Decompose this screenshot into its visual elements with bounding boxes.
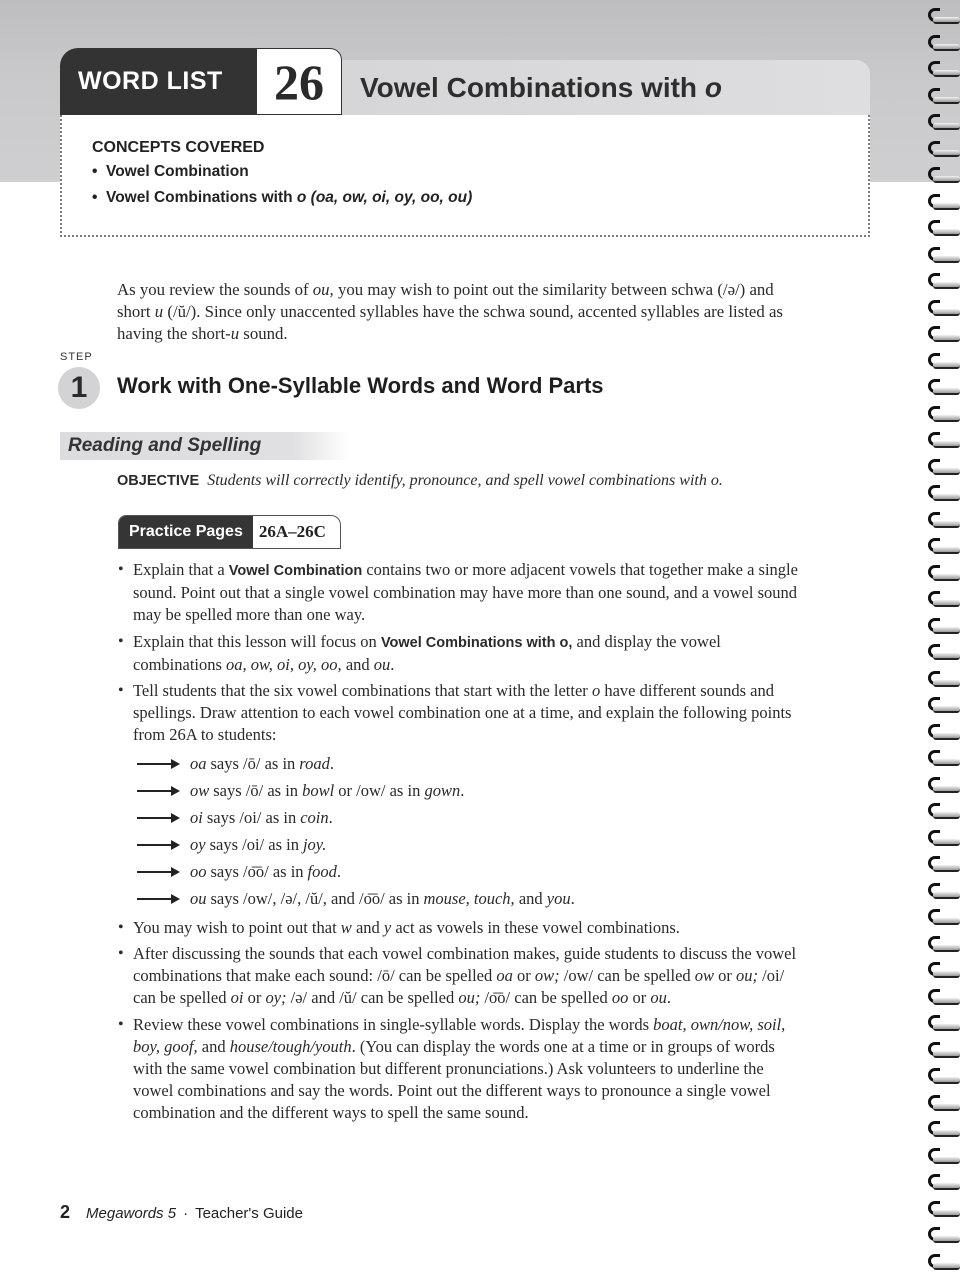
range-dash: – xyxy=(288,522,297,541)
coil-wire xyxy=(933,1183,960,1190)
rule-text: or /ow/ as in xyxy=(334,781,425,800)
coil-wire xyxy=(933,150,960,157)
rule-text: says /oi/ as in xyxy=(206,808,297,827)
sound-rule xyxy=(137,858,807,885)
combo: ou xyxy=(190,889,207,908)
italic-term: oa, ow, oi, oy, oo, xyxy=(226,654,342,674)
spiral-coil xyxy=(926,883,960,901)
spiral-coil xyxy=(926,1148,960,1166)
text: or xyxy=(628,988,651,1007)
spiral-coil xyxy=(926,406,960,424)
spiral-coil xyxy=(926,326,960,344)
coil-wire xyxy=(933,839,960,846)
rule-text: . xyxy=(336,862,342,881)
spiral-coil xyxy=(926,591,960,609)
coil-wire xyxy=(933,1157,960,1164)
page-number: 2 xyxy=(60,1202,71,1222)
text: Explain that a xyxy=(133,560,229,579)
instruction-item xyxy=(117,943,807,1009)
intro-text: you may wish to point out the similarity between schwa (/ə/) and short xyxy=(117,280,774,321)
objective-text: Students will correctly identify, pronounce, and spell vowel combinations with o. xyxy=(207,472,723,489)
concept-text: Vowel Combinations with xyxy=(106,189,297,206)
spiral-coil xyxy=(926,61,960,79)
coil-wire xyxy=(933,680,960,687)
practice-pages-label: Practice Pages xyxy=(119,516,253,548)
arrow-right-icon xyxy=(137,759,181,769)
coil-wire xyxy=(933,335,960,342)
sound-rule xyxy=(137,831,807,858)
concepts-list xyxy=(92,163,868,207)
arrow-right-icon xyxy=(137,813,181,823)
coil-wire xyxy=(933,892,960,899)
concept-italic: o (oa, ow, oi, oy, oo, ou) xyxy=(296,189,473,206)
lesson-title-letter: o xyxy=(704,71,722,103)
spiral-coil xyxy=(926,671,960,689)
coil-wire xyxy=(933,998,960,1005)
coil-wire xyxy=(933,865,960,872)
spiral-coil xyxy=(926,777,960,795)
italic-term: ow xyxy=(694,966,715,985)
spiral-coil xyxy=(926,194,960,212)
instruction-item xyxy=(117,559,807,626)
section-header-bar xyxy=(60,432,350,460)
lesson-title-main: Vowel Combinations with xyxy=(360,71,705,103)
example-word: coin xyxy=(300,808,329,827)
bold-term: Vowel Combination xyxy=(228,563,363,579)
coil-wire xyxy=(933,70,960,77)
example-word: food xyxy=(307,862,337,881)
intro-italic: u xyxy=(230,324,240,343)
coil-wire xyxy=(933,1130,960,1137)
spiral-coil xyxy=(926,8,960,26)
coil-wire xyxy=(933,309,960,316)
text: Explain that this lesson will focus on xyxy=(133,631,381,651)
coil-wire xyxy=(933,918,960,925)
instruction-item xyxy=(117,631,807,676)
text: . xyxy=(666,988,671,1007)
spiral-coil xyxy=(926,697,960,715)
coil-wire xyxy=(933,17,960,24)
step-number: 1 xyxy=(70,371,88,404)
spiral-coil xyxy=(926,538,960,556)
step-title: Work with One-Syllable Words and Word Parts xyxy=(117,373,604,398)
practice-pages-range xyxy=(253,516,340,548)
rule-text: says /o͞o/ as in xyxy=(210,862,304,881)
italic-term: oa xyxy=(496,966,513,985)
range-end-letter: C xyxy=(313,522,326,541)
practice-pages-badge xyxy=(118,515,341,549)
book-title: Megawords 5 xyxy=(86,1205,177,1222)
sound-rule xyxy=(137,885,807,912)
spiral-coil xyxy=(926,273,960,291)
spiral-coil xyxy=(926,1201,960,1219)
italic-term: o xyxy=(591,681,601,700)
instruction-item xyxy=(117,680,807,912)
coil-wire xyxy=(933,547,960,554)
text: or xyxy=(512,966,535,985)
spiral-coil xyxy=(926,909,960,927)
spiral-coil xyxy=(926,141,960,159)
spiral-coil xyxy=(926,962,960,980)
italic-term: w xyxy=(340,917,352,937)
bullet-icon: • xyxy=(92,163,98,180)
spiral-coil xyxy=(926,1227,960,1245)
coil-wire xyxy=(933,123,960,130)
text: You may wish to point out that xyxy=(133,917,341,937)
rule-text: says /ō/ as in xyxy=(210,754,296,773)
spiral-coil xyxy=(926,750,960,768)
coil-wire xyxy=(933,1077,960,1084)
spiral-coil xyxy=(926,644,960,662)
coil-wire xyxy=(933,945,960,952)
concept-item xyxy=(92,189,868,207)
coil-wire xyxy=(933,653,960,660)
text: Tell students that the six vowel combinations that start with the letter xyxy=(133,681,592,700)
range-end-number: 26 xyxy=(296,522,314,541)
spiral-coil xyxy=(926,353,960,371)
word-list-number: 26 xyxy=(274,53,324,110)
text: or xyxy=(714,966,737,985)
combo: oy xyxy=(190,835,206,854)
spiral-binding xyxy=(926,0,960,1280)
italic-term: house/tough/youth xyxy=(229,1036,352,1056)
spiral-coil xyxy=(926,512,960,530)
example-word: bowl xyxy=(302,781,335,800)
spiral-coil xyxy=(926,803,960,821)
spiral-coil xyxy=(926,1095,960,1113)
combo: oi xyxy=(190,808,203,827)
bold-term: Vowel Combinations with o, xyxy=(380,634,573,651)
coil-wire xyxy=(933,282,960,289)
sound-rule xyxy=(137,750,807,777)
example-word: gown xyxy=(424,781,461,800)
italic-term: y xyxy=(383,917,392,937)
intro-paragraph xyxy=(117,279,797,345)
coil-wire xyxy=(933,706,960,713)
text: After discussing the sounds that each vowel combination makes, guide students to discuss the vowel combinations that make each sound: /ō/ can be spelled xyxy=(133,944,797,985)
coil-wire xyxy=(933,494,960,501)
intro-italic: u xyxy=(154,302,164,321)
coil-wire xyxy=(933,1024,960,1031)
concept-text: Vowel Combination xyxy=(106,163,249,180)
coil-wire xyxy=(933,600,960,607)
spiral-coil xyxy=(926,1042,960,1060)
italic-term: ou xyxy=(373,654,391,674)
text: . xyxy=(390,654,395,674)
text: /ə/ and /ŭ/ can be spelled xyxy=(286,988,459,1007)
concepts-covered-box xyxy=(60,115,870,237)
page-footer xyxy=(60,1202,303,1223)
concept-item xyxy=(92,163,868,181)
rule-text: . xyxy=(570,889,575,908)
rule-text: and xyxy=(514,889,547,908)
coil-wire xyxy=(933,176,960,183)
coil-wire xyxy=(933,786,960,793)
italic-term: oo xyxy=(611,988,629,1007)
rule-text: . xyxy=(329,754,334,773)
text: /o͞o/ can be spelled xyxy=(480,988,612,1007)
spiral-coil xyxy=(926,35,960,53)
arrow-right-icon xyxy=(137,786,181,796)
italic-term: ow; xyxy=(534,966,560,985)
spiral-coil xyxy=(926,1121,960,1139)
coil-wire xyxy=(933,1263,960,1270)
coil-wire xyxy=(933,362,960,369)
text: and xyxy=(197,1036,230,1056)
instruction-item xyxy=(117,1014,807,1124)
sound-rule xyxy=(137,777,807,804)
footer-separator: · xyxy=(183,1205,189,1222)
rule-text: says /ō/ as in xyxy=(213,781,299,800)
italic-term: ou xyxy=(650,988,667,1007)
spiral-coil xyxy=(926,220,960,238)
guide-title: Teacher's Guide xyxy=(195,1205,303,1222)
coil-wire xyxy=(933,733,960,740)
text: contains two or more adjacent vowels that together make a single sound. Point out that a single vowel combination may have more than one sound, and a vowel sound may be spelled more than one way. xyxy=(133,560,798,624)
spiral-coil xyxy=(926,379,960,397)
spiral-coil xyxy=(926,88,960,106)
text: Review these vowel combinations in single-syllable words. Display the words xyxy=(133,1014,654,1034)
rule-text: says /ow/, /ə/, /ŭ/, and /o͞o/ as in xyxy=(210,889,420,908)
intro-text: sound. xyxy=(239,324,288,343)
coil-wire xyxy=(933,468,960,475)
italic-term: ou; xyxy=(458,988,481,1007)
coil-wire xyxy=(933,521,960,528)
section-title: Reading and Spelling xyxy=(68,435,262,456)
coil-wire xyxy=(933,1236,960,1243)
combo: oa xyxy=(190,754,207,773)
spiral-coil xyxy=(926,1174,960,1192)
word-list-label: WORD LIST xyxy=(78,67,223,95)
concepts-heading: CONCEPTS COVERED xyxy=(92,139,265,156)
instruction-item xyxy=(117,917,807,939)
coil-wire xyxy=(933,441,960,448)
arrow-right-icon xyxy=(137,894,181,904)
step-label: STEP xyxy=(60,351,93,363)
spiral-coil xyxy=(926,1068,960,1086)
range-start-number: 26 xyxy=(258,522,276,541)
example-word: road xyxy=(299,754,330,773)
coil-wire xyxy=(933,812,960,819)
italic-term: ou; xyxy=(736,966,759,985)
intro-text: (/ŭ/). Since only unaccented syllables have the schwa sound, accented syllables are listed as having the short- xyxy=(117,302,783,343)
range-start-letter: A xyxy=(275,522,289,541)
coil-wire xyxy=(933,627,960,634)
word-list-tab xyxy=(60,48,256,115)
bullet-icon: • xyxy=(92,189,98,206)
coil-wire xyxy=(933,256,960,263)
lesson-title-bar xyxy=(342,60,870,115)
spiral-coil xyxy=(926,485,960,503)
sound-rule xyxy=(137,804,807,831)
coil-wire xyxy=(933,574,960,581)
coil-wire xyxy=(933,759,960,766)
spiral-coil xyxy=(926,618,960,636)
word-list-number-box xyxy=(256,48,342,115)
spiral-coil xyxy=(926,247,960,265)
coil-wire xyxy=(933,203,960,210)
combo: oo xyxy=(190,862,207,881)
text: have different sounds and spellings. Draw attention to each vowel combination one at a time, and explain the following points from 26A to students: xyxy=(133,681,792,744)
coil-wire xyxy=(933,388,960,395)
spiral-coil xyxy=(926,167,960,185)
arrow-right-icon xyxy=(137,867,181,877)
text: and xyxy=(351,917,384,937)
italic-term: oy; xyxy=(265,988,287,1007)
text: and display the vowel combinations xyxy=(133,631,721,674)
spiral-coil xyxy=(926,936,960,954)
italic-term: boat, own/now, soil, boy, goof, xyxy=(133,1014,786,1056)
step-number-circle xyxy=(58,367,100,409)
spiral-coil xyxy=(926,459,960,477)
rule-text: . xyxy=(460,781,465,800)
text: . (You can display the words one at a time or in groups of words with the same vowel combination but different pronunciations.) Ask volunteers to underline the vowel combinations and say the words. Point out the different ways to pronounce a single vowel combination and the different ways to spell the same sound. xyxy=(133,1036,775,1122)
coil-wire xyxy=(933,971,960,978)
text: act as vowels in these vowel combinations. xyxy=(391,917,680,937)
coil-wire xyxy=(933,97,960,104)
text: /oi/ can be spelled xyxy=(133,966,785,1007)
sound-rules-list xyxy=(133,750,807,912)
spiral-coil xyxy=(926,114,960,132)
arrow-right-icon xyxy=(137,840,181,850)
rule-text: . xyxy=(328,808,333,827)
coil-wire xyxy=(933,1210,960,1217)
italic-term: oi xyxy=(230,988,244,1007)
example-word: mouse, touch, xyxy=(423,889,515,908)
spiral-coil xyxy=(926,856,960,874)
objective-label: OBJECTIVE xyxy=(117,473,200,489)
coil-wire xyxy=(933,44,960,51)
coil-wire xyxy=(933,1051,960,1058)
coil-wire xyxy=(933,1104,960,1111)
text: or xyxy=(243,988,266,1007)
spiral-coil xyxy=(926,989,960,1007)
spiral-coil xyxy=(926,830,960,848)
intro-text: As you review the sounds of xyxy=(117,280,313,299)
objective xyxy=(117,472,817,490)
spiral-coil xyxy=(926,300,960,318)
example-word: you xyxy=(546,889,571,908)
spiral-coil xyxy=(926,432,960,450)
lesson-title xyxy=(360,72,722,104)
text: /ow/ can be spelled xyxy=(559,966,695,985)
example-word: joy. xyxy=(302,835,327,854)
text: and xyxy=(341,654,374,674)
instruction-list xyxy=(117,559,807,1128)
coil-wire xyxy=(933,415,960,422)
spiral-coil xyxy=(926,1254,960,1272)
rule-text: says /oi/ as in xyxy=(209,835,299,854)
spiral-coil xyxy=(926,1015,960,1033)
coil-wire xyxy=(933,229,960,236)
combo: ow xyxy=(190,781,210,800)
intro-italic: ou, xyxy=(312,280,334,299)
spiral-coil xyxy=(926,565,960,583)
spiral-coil xyxy=(926,724,960,742)
